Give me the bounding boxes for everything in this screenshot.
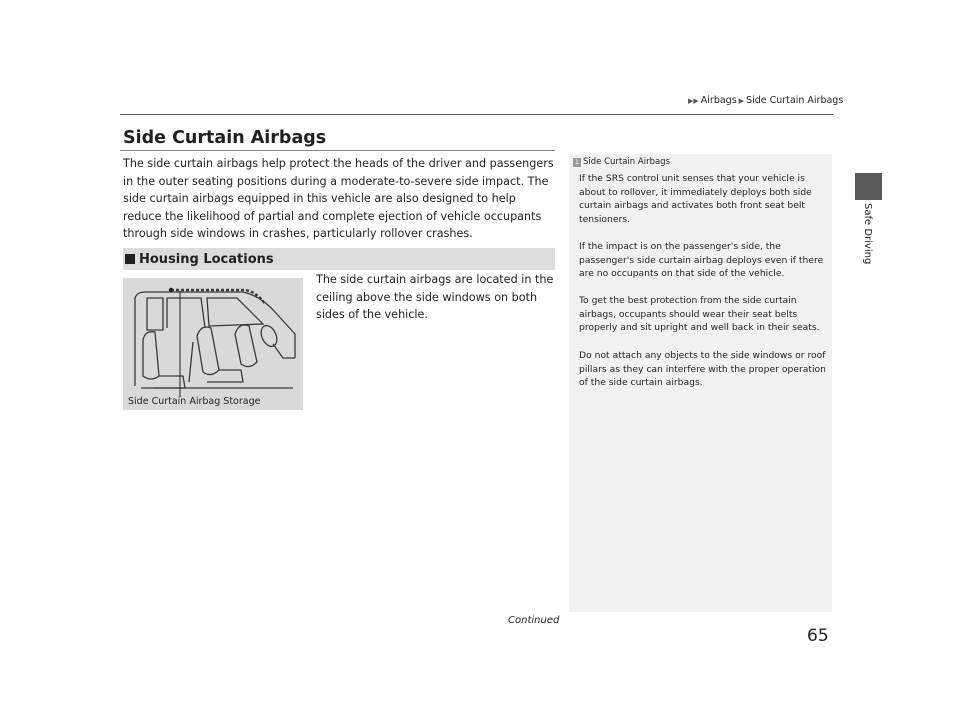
arrow-icon: ▶: [738, 96, 745, 105]
note-number-badge: 1: [574, 157, 580, 166]
airbag-location-figure: [123, 278, 303, 410]
breadcrumb-item-airbags[interactable]: Airbags: [700, 95, 737, 106]
section-tab-label: Safe Driving: [862, 203, 873, 265]
note-heading: [573, 157, 670, 167]
note-paragraph: Do not attach any objects to the side windows or roof pillars as they can interfere with the proper operation of the side curtain airbags.: [579, 350, 826, 388]
note-sidebar: [569, 154, 832, 612]
note-paragraph: To get the best protection from the side curtain airbags, occupants should wear their seat belts properly and sit upright and well back in their seats.: [579, 295, 820, 333]
section-title: Housing Locations: [139, 251, 274, 267]
note-heading-text: Side Curtain Airbags: [583, 157, 670, 167]
note-paragraph: If the SRS control unit senses that your vehicle is about to rollover, it immediately deploys both side curtain airbags and activates both front seat belt tensioners.: [579, 173, 812, 225]
callout-dot: [169, 288, 173, 292]
page-number: 65: [807, 626, 829, 646]
title-divider: [120, 150, 555, 151]
section-header: [123, 248, 555, 270]
header-divider: [120, 114, 833, 115]
breadcrumb-item-side-curtain-airbags[interactable]: Side Curtain Airbags: [746, 95, 844, 106]
breadcrumb: [688, 95, 843, 106]
page-title: Side Curtain Airbags: [123, 128, 327, 148]
section-tab-marker: [855, 173, 882, 200]
continued-label: Continued: [508, 615, 560, 626]
vehicle-cutaway-illustration: [123, 278, 303, 410]
body-paragraph: The side curtain airbags are located in the ceiling above the side windows on both sides of the vehicle.: [316, 273, 554, 321]
figure-caption: Side Curtain Airbag Storage: [128, 396, 261, 407]
intro-paragraph: The side curtain airbags help protect the heads of the driver and passengers in the outer seating positions during a moderate-to-severe side impact. The side curtain airbags equipped in this vehicle are also designed to help reduce the likelihood of partial and complete ejection of vehicle occupants through side windows in crashes, particularly rollover crashes.: [123, 157, 554, 240]
note-paragraph: If the impact is on the passenger's side, the passenger's side curtain airbag deploys even if there are no occupants on that side of the vehicle.: [579, 241, 824, 279]
double-arrow-icon: ▶▶: [688, 96, 699, 105]
square-bullet-icon: [125, 254, 135, 264]
